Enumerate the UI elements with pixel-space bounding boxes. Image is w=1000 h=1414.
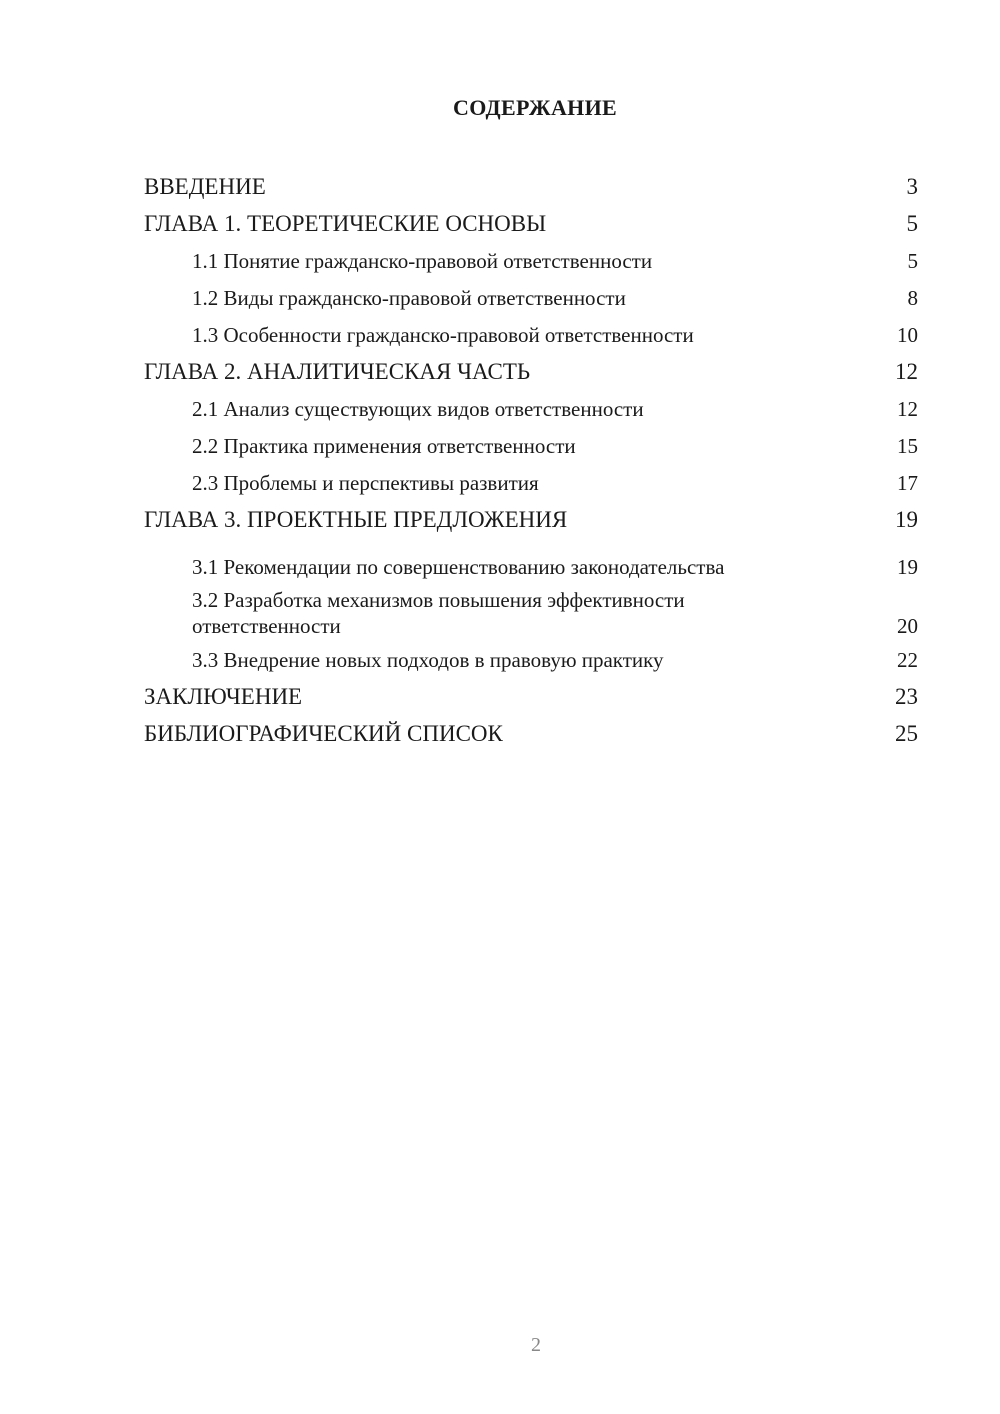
toc-entry-label: 2.1 Анализ существующих видов ответственности: [192, 396, 644, 421]
toc-entry-section-1-3[interactable]: [144, 316, 918, 353]
table-of-contents: [144, 168, 918, 752]
toc-entry-label: 2.2 Практика применения ответственности: [192, 433, 576, 458]
toc-entry-chapter-3[interactable]: [144, 501, 918, 538]
toc-entry-page: 19: [895, 507, 918, 532]
toc-entry-chapter-1[interactable]: [144, 205, 918, 242]
toc-entry-section-2-2[interactable]: [144, 427, 918, 464]
toc-entry-page: 20: [897, 614, 918, 638]
toc-entry-label: ГЛАВА 3. ПРОЕКТНЫЕ ПРЕДЛОЖЕНИЯ: [144, 507, 568, 532]
toc-entry-section-2-1[interactable]: [144, 390, 918, 427]
toc-entry-label: ЗАКЛЮЧЕНИЕ: [144, 684, 303, 709]
toc-entry-label: ГЛАВА 1. ТЕОРЕТИЧЕСКИЕ ОСНОВЫ: [144, 211, 547, 236]
toc-entry-page: 25: [895, 721, 918, 746]
toc-entry-page: 22: [897, 647, 918, 672]
toc-entry-page: 19: [897, 555, 918, 579]
toc-entry-label: БИБЛИОГРАФИЧЕСКИЙ СПИСОК: [144, 721, 503, 746]
toc-entry-section-1-1[interactable]: [144, 242, 918, 279]
toc-entry-bibliography[interactable]: [144, 715, 918, 752]
toc-entry-section-3-1[interactable]: [144, 538, 918, 582]
toc-entry-section-1-2[interactable]: [144, 279, 918, 316]
toc-entry-label: ВВЕДЕНИЕ: [144, 174, 266, 199]
toc-entry-page: 5: [907, 248, 918, 273]
toc-entry-page: 15: [897, 433, 918, 458]
toc-entry-conclusion[interactable]: [144, 678, 918, 715]
toc-entry-page: 12: [895, 359, 918, 384]
toc-entry-label: 3.1 Рекомендации по совершенствованию законодательства: [192, 555, 725, 579]
toc-entry-section-2-3[interactable]: [144, 464, 918, 501]
toc-entry-label: 1.3 Особенности гражданско-правовой ответственности: [192, 322, 694, 347]
toc-entry-page: 8: [907, 285, 918, 310]
toc-entry-label: 1.2 Виды гражданско-правовой ответственности: [192, 285, 626, 310]
toc-entry-page: 23: [895, 684, 918, 709]
toc-entry-label: 3.2 Разработка механизмов повышения эффективности ответственности: [192, 588, 685, 638]
toc-entry-page: 5: [906, 211, 918, 236]
toc-entry-introduction[interactable]: [144, 168, 918, 205]
toc-entry-chapter-2[interactable]: [144, 353, 918, 390]
page-title: СОДЕРЖАНИЕ: [453, 95, 617, 120]
toc-entry-page: 3: [906, 174, 918, 199]
toc-entry-label: 2.3 Проблемы и перспективы развития: [192, 470, 539, 495]
toc-entry-section-3-3[interactable]: [144, 641, 918, 678]
toc-entry-label: 3.3 Внедрение новых подходов в правовую практику: [192, 647, 664, 672]
toc-entry-label: ГЛАВА 2. АНАЛИТИЧЕСКАЯ ЧАСТЬ: [144, 359, 531, 384]
page-number: 2: [531, 1334, 541, 1356]
toc-entry-label: 1.1 Понятие гражданско-правовой ответственности: [192, 248, 653, 273]
toc-entry-page: 17: [897, 470, 918, 495]
toc-entry-page: 10: [897, 322, 918, 347]
toc-entry-page: 12: [897, 396, 918, 421]
toc-entry-section-3-2[interactable]: [144, 582, 918, 641]
